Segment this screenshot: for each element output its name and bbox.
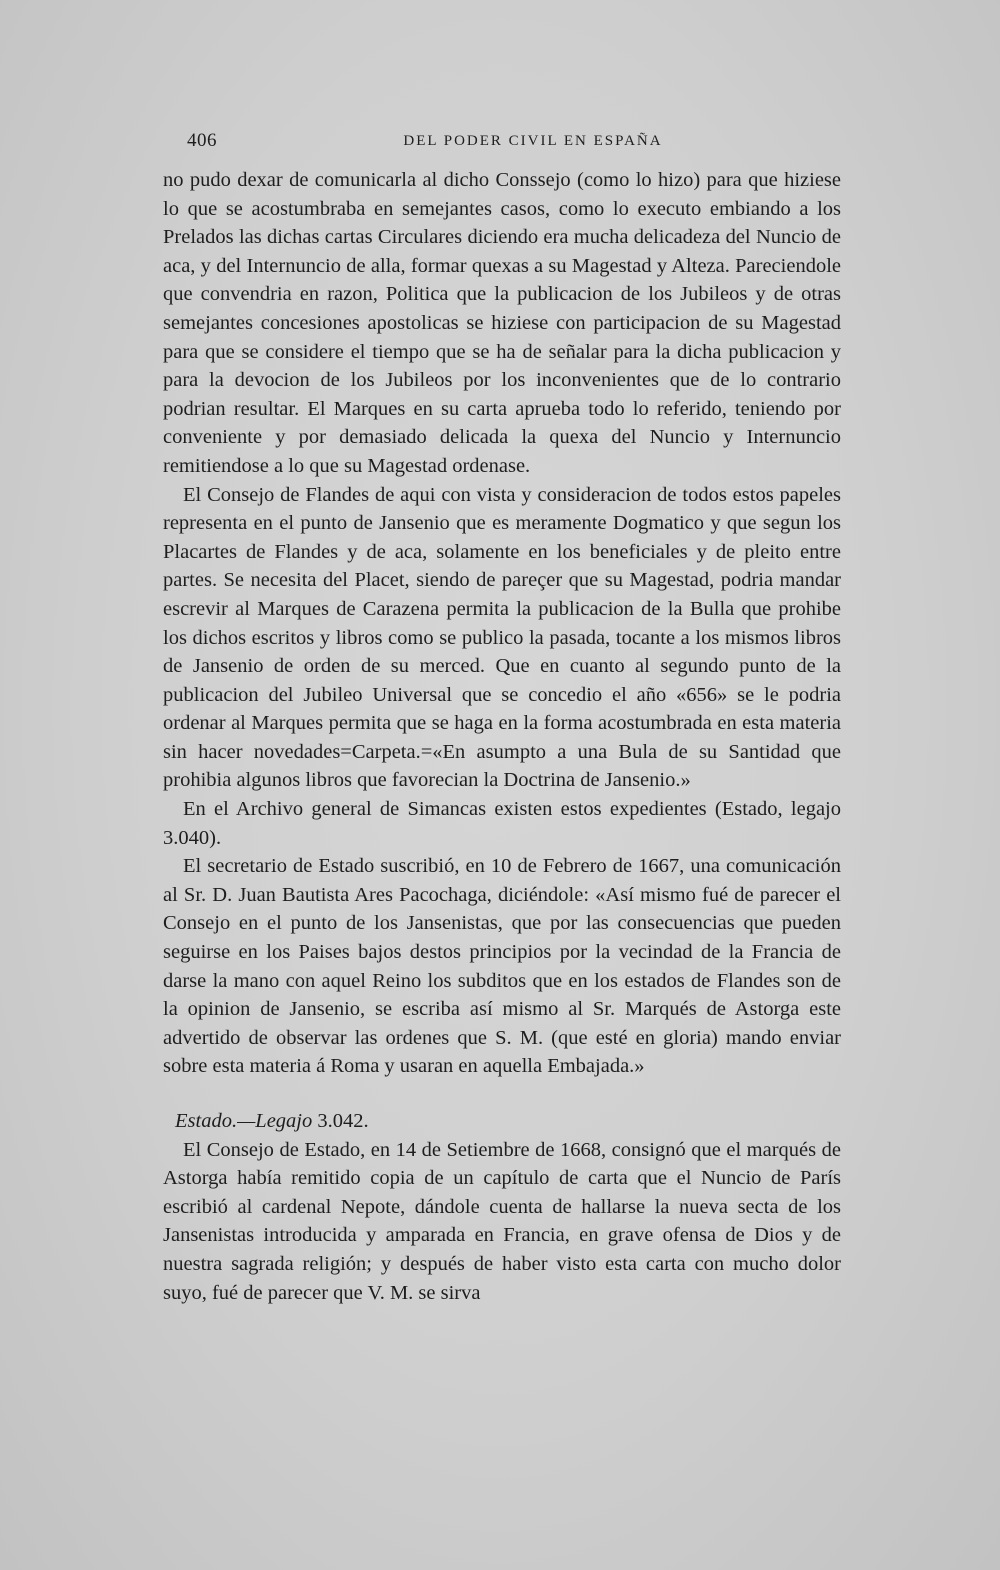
page-number: 406: [187, 130, 217, 151]
page-header: [187, 130, 839, 158]
running-title: DEL PODER CIVIL EN ESPAÑA: [403, 133, 663, 149]
page-body: [163, 166, 841, 1307]
paragraph-archivo-simancas: En el Archivo general de Simancas existen estos expedientes (Estado, legajo 3.040).: [163, 798, 841, 849]
paragraph-continuation: no pudo dexar de comunicarla al dicho Conssejo (como lo hizo) para que hiziese lo que se acostumbraba en semejantes casos, como lo executo embiando a los Prelados las dichas cartas Circulares diciendo era mucha delicadeza del Nuncio de aca, y del Internuncio de alla, formar quexas a su Magestad y Alteza. Pareciendole que convendria en razon, Politica que la publicacion de los Jubileos y de otras semejantes concesiones apostolicas se hiziese con participacion de su Magestad para que se considere el tiempo que se ha de señalar para la dicha publicacion y para la devocion de los Jubileos por los inconvenientes que de lo contrario podrian resultar. El Marques en su carta aprueba todo lo referido, teniendo por conveniente y por demasiado delicada la quexa del Nuncio y Internuncio remitiendose a lo que su Magestad ordenase.: [163, 169, 841, 477]
paragraph-secretario-estado: El secretario de Estado suscribió, en 10 de Febrero de 1667, una comunicación al Sr. D. Juan Bautista Ares Pacochaga, diciéndole: «Así mismo fué de parecer el Consejo en el punto de los Jansenistas, que por las consecuencias que pueden seguirse en los Paises bajos destos principios por la vecindad de la Francia de darse la mano con aquel Reino los subditos que en los estados de Flandes son de la opinion de Jansenio, se escriba así mismo al Sr. Marqués de Astorga este advertido de observar las ordenes que S. M. (que esté en gloria) mando enviar sobre esta materia á Roma y usaran en aquella Embajada.»: [163, 855, 841, 1078]
section-heading-ref: 3.042.: [317, 1110, 369, 1132]
paragraph-consejo-estado: El Consejo de Estado, en 14 de Setiembre de 1668, consignó que el marqués de Astorga había remitido copia de un capítulo de carta que el Nuncio de París escribió al cardenal Nepote, dándole cuenta de hallarse la nueva secta de los Jansenistas introducida y amparada en Francia, en grave ofensa de Dios y de nuestra sagrada religión; y después de haber visto esta carta con mucho dolor suyo, fué de parecer que V. M. se sirva: [163, 1138, 841, 1304]
section-heading-label: Estado.—Legajo: [175, 1110, 313, 1132]
paragraph-consejo-flandes: El Consejo de Flandes de aqui con vista y consideracion de todos estos papeles representa en el punto de Jansenio que es meramente Dogmatico y que segun los Placartes de Flandes y de aca, solamente en los beneficiales y de pleito entre partes. Se necesita del Placet, siendo de pareçer que su Magestad, podria mandar escrevir al Marques de Carazena permita la publicacion de la Bulla que prohibe los dichos escritos y libros como se publico la pasada, tocante a los mismos libros de Jansenio de orden de su merced. Que en cuanto al segundo punto de la publicacion del Jubileo Universal que se concedio el año «656» se le podria ordenar al Marques permita que se haga en la forma acostumbrada en esta materia sin hacer novedades=Carpeta.=«En asumpto a una Bula de su Santidad que prohibia algunos libros que favorecian la Doctrina de Jansenio.»: [163, 483, 841, 792]
section-heading: [175, 1107, 841, 1136]
